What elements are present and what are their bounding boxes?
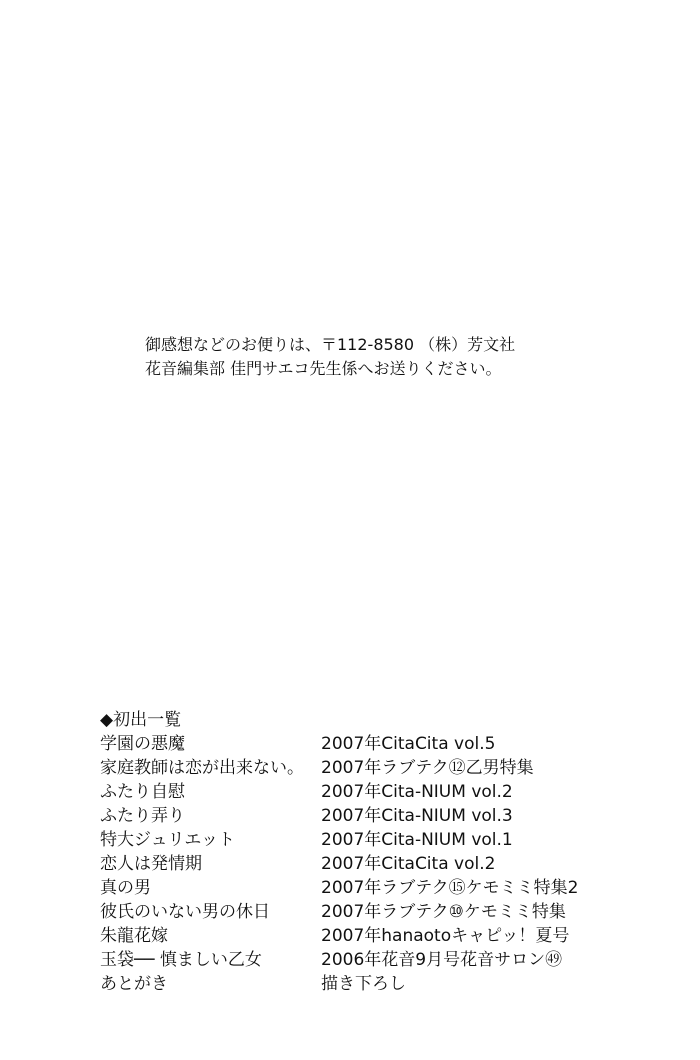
list-item bbox=[100, 900, 578, 924]
publication-source: 2007年Cita-NIUM vol.2 bbox=[321, 782, 513, 802]
work-title: 朱龍花嫁 bbox=[100, 926, 168, 946]
publication-source: 2007年hanaotoキャピッ！夏号 bbox=[321, 926, 570, 946]
work-title: 学園の悪魔 bbox=[100, 734, 185, 754]
list-item bbox=[100, 948, 578, 972]
work-title: 特大ジュリエット bbox=[100, 830, 235, 850]
list-item bbox=[100, 732, 578, 756]
publication-source: 2007年Cita-NIUM vol.3 bbox=[321, 806, 513, 826]
list-item bbox=[100, 852, 578, 876]
publication-source: 2007年Cita-NIUM vol.1 bbox=[321, 830, 513, 850]
fan-mail-address bbox=[145, 333, 515, 381]
work-title: ふたり自慰 bbox=[100, 782, 185, 802]
work-title: 彼氏のいない男の休日 bbox=[100, 902, 270, 922]
address-line-1: 御感想などのお便りは、〒112-8580 （株）芳文社 bbox=[145, 335, 516, 354]
list-item bbox=[100, 876, 578, 900]
publication-source: 描き下ろし bbox=[321, 974, 406, 994]
first-appearances-list bbox=[100, 708, 578, 996]
work-title: ふたり弄り bbox=[100, 806, 185, 826]
work-title: 真の男 bbox=[100, 878, 151, 898]
work-title: 恋人は発情期 bbox=[100, 854, 202, 874]
work-title: あとがき bbox=[100, 974, 168, 994]
publication-source: 2007年ラブテク⑫乙男特集 bbox=[321, 758, 534, 778]
publication-source: 2006年花音9月号花音サロン㊾ bbox=[321, 950, 563, 970]
publication-source: 2007年CitaCita vol.5 bbox=[321, 734, 496, 754]
first-appearances-rows bbox=[100, 732, 578, 996]
list-item bbox=[100, 756, 578, 780]
work-title: 家庭教師は恋が出来ない。 bbox=[100, 758, 304, 778]
list-item bbox=[100, 780, 578, 804]
publication-source: 2007年ラブテク⑩ケモミミ特集 bbox=[321, 902, 566, 922]
work-title: 玉袋── 慎ましい乙女 bbox=[100, 950, 262, 970]
list-item bbox=[100, 972, 578, 996]
list-item bbox=[100, 804, 578, 828]
list-item bbox=[100, 924, 578, 948]
publication-source: 2007年CitaCita vol.2 bbox=[321, 854, 496, 874]
address-line-2: 花音編集部 佳門サエコ先生係へお送りください。 bbox=[145, 359, 502, 378]
publication-source: 2007年ラブテク⑮ケモミミ特集2 bbox=[321, 878, 579, 898]
list-item bbox=[100, 828, 578, 852]
first-appearances-heading: ◆初出一覧 bbox=[100, 710, 182, 730]
